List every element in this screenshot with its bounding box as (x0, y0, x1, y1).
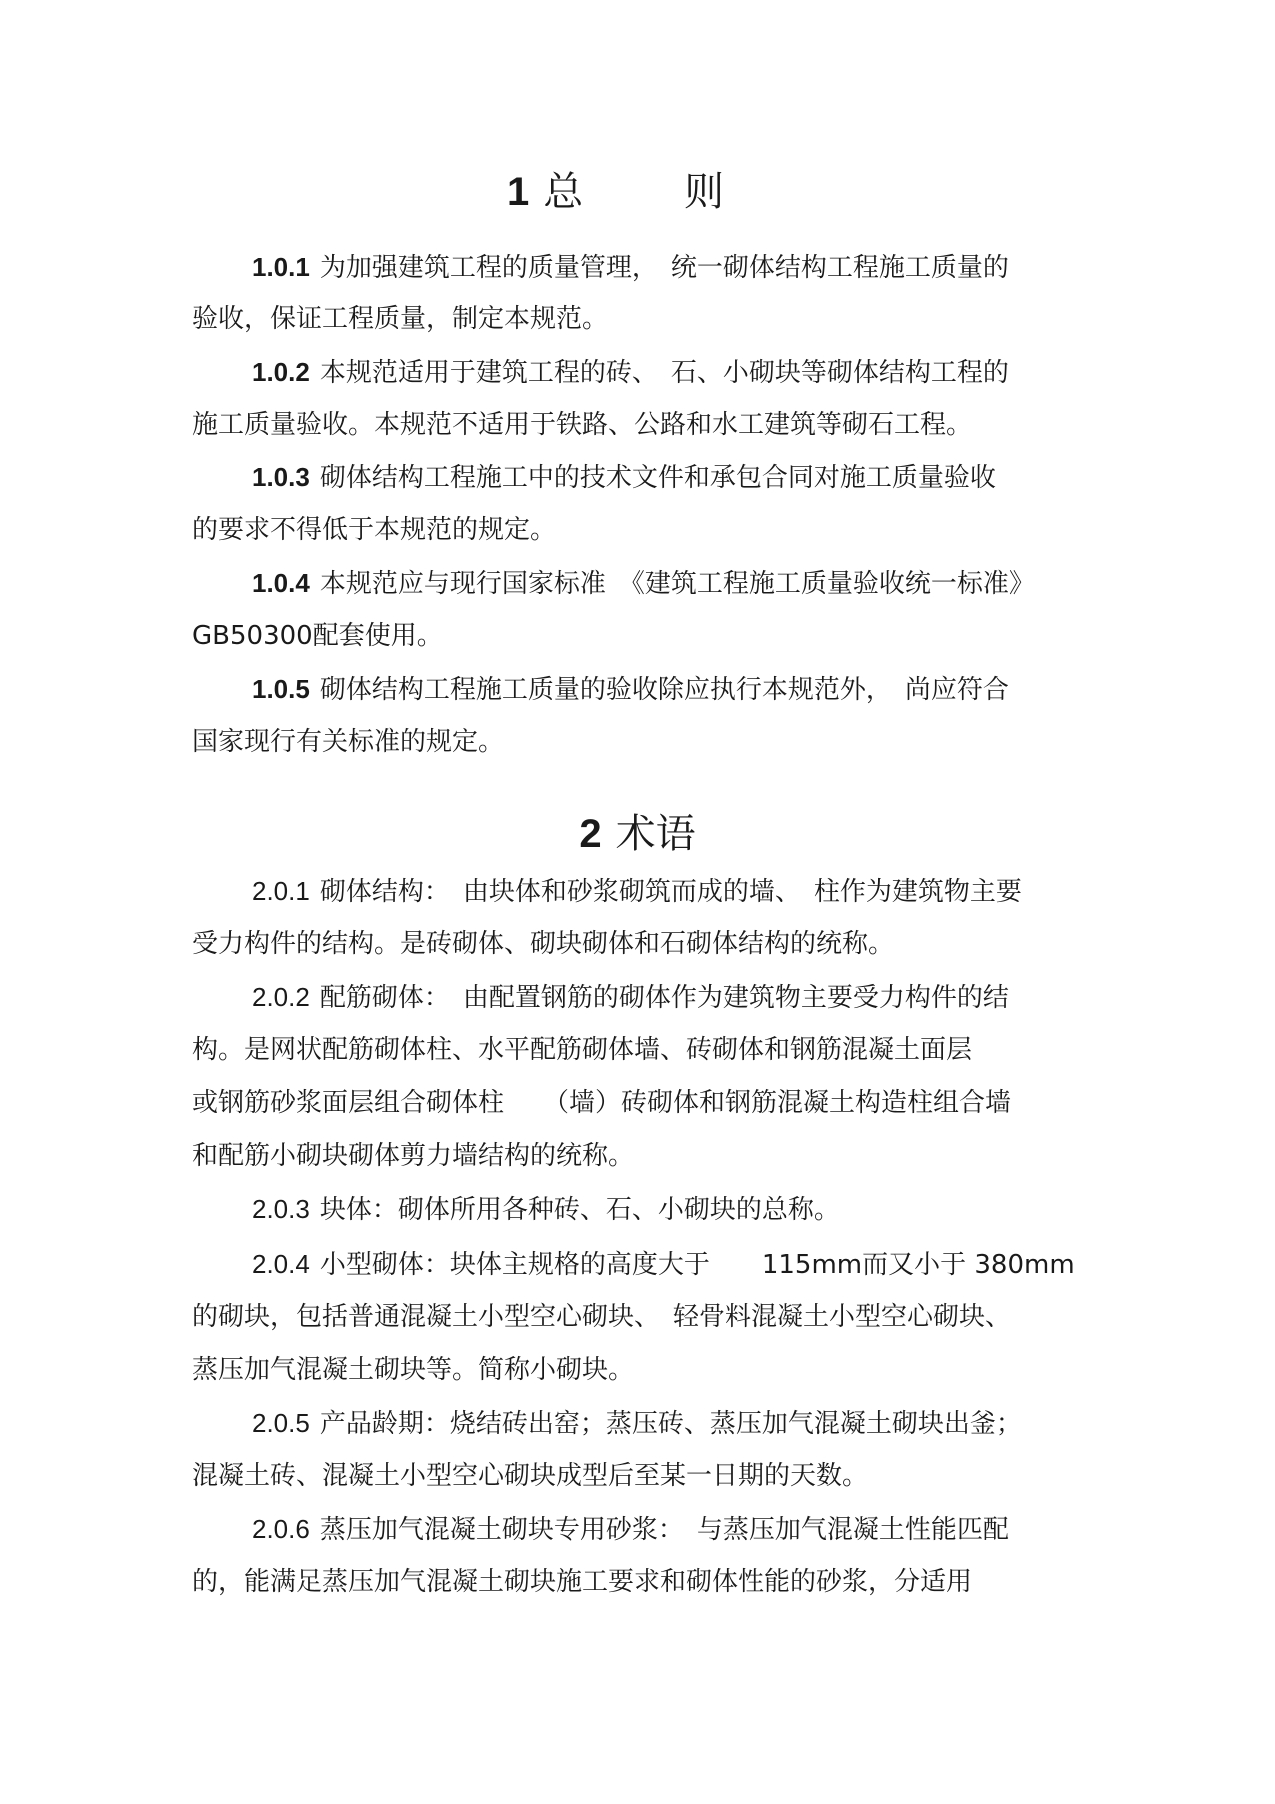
section-1-heading (0, 168, 1275, 216)
section-2-heading (0, 810, 1275, 858)
clause-text: 为加强建筑工程的质量管理， 统一砌体结构工程施工质量的 (319, 253, 1009, 283)
clause-2-0-6-cont (192, 1565, 1092, 1599)
clause-text: 受力构件的结构。是砖砌体、砌块砌体和石砌体结构的统称。 (192, 929, 895, 959)
clause-1-0-3 (252, 460, 1152, 495)
clause-text: 或钢筋砂浆面层组合砌体柱 （墙）砖砌体和钢筋混凝土构造柱组合墙 (192, 1088, 1012, 1118)
clause-text: 验收，保证工程质量，制定本规范。 (192, 304, 609, 334)
clause-2-0-4 (252, 1247, 1152, 1282)
section-1-number: 1 (507, 170, 530, 214)
clause-text: 蒸压加气混凝土砌块等。简称小砌块。 (192, 1355, 635, 1385)
clause-2-0-2-cont (192, 1086, 1092, 1120)
clause-2-0-5 (252, 1406, 1152, 1441)
section-2-number: 2 (579, 812, 602, 856)
clause-text: 配筋砌体： 由配置钢筋的砌体作为建筑物主要受力构件的结 (319, 983, 1009, 1013)
clause-text: 混凝土砖、混凝土小型空心砌块成型后至某一日期的天数。 (192, 1461, 869, 1491)
clause-number: 2.0.1 (252, 876, 310, 906)
clause-number: 1.0.1 (252, 252, 310, 282)
clause-text: 砌体结构： 由块体和砂浆砌筑而成的墙、 柱作为建筑物主要 (319, 877, 1022, 907)
clause-number: 1.0.2 (252, 357, 310, 387)
clause-text: 施工质量验收。本规范不适用于铁路、公路和水工建筑等砌石工程。 (192, 410, 973, 440)
clause-2-0-1 (252, 874, 1152, 909)
clause-text: 构。是网状配筋砌体柱、水平配筋砌体墙、砖砌体和钢筋混凝土面层 (192, 1035, 973, 1065)
clause-number: 2.0.5 (252, 1408, 310, 1438)
section-2-title: 术语 (615, 811, 696, 857)
clause-1-0-3-cont (192, 513, 1092, 547)
clause-text: 产品龄期：烧结砖出窑；蒸压砖、蒸压加气混凝土砌块出釜； (319, 1409, 1022, 1439)
clause-text: 本规范适用于建筑工程的砖、 石、小砌块等砌体结构工程的 (319, 358, 1009, 388)
clause-1-0-2 (252, 355, 1152, 390)
clause-1-0-1 (252, 250, 1152, 285)
clause-text: 和配筋小砌块砌体剪力墙结构的统称。 (192, 1141, 635, 1171)
clause-2-0-4-cont (192, 1300, 1092, 1334)
clause-number: 2.0.4 (252, 1249, 310, 1279)
clause-1-0-1-cont (192, 302, 1092, 336)
clause-text: GB50300配套使用。 (192, 621, 443, 651)
clause-2-0-2 (252, 980, 1152, 1015)
clause-2-0-2-cont (192, 1139, 1092, 1173)
clause-text: 块体：砌体所用各种砖、石、小砌块的总称。 (319, 1195, 840, 1225)
clause-number: 2.0.3 (252, 1194, 310, 1224)
clause-2-0-4-cont (192, 1353, 1092, 1387)
clause-text: 砌体结构工程施工中的技术文件和承包合同对施工质量验收 (319, 463, 996, 493)
clause-text: 小型砌体：块体主规格的高度大于 115mm而又小于 380mm (319, 1250, 1075, 1280)
clause-text: 国家现行有关标准的规定。 (192, 727, 505, 757)
clause-2-0-5-cont (192, 1459, 1092, 1493)
clause-2-0-1-cont (192, 927, 1092, 961)
clause-number: 1.0.3 (252, 462, 310, 492)
clause-2-0-3 (252, 1192, 1152, 1227)
clause-number: 2.0.6 (252, 1514, 310, 1544)
clause-number: 2.0.2 (252, 982, 310, 1012)
clause-number: 1.0.5 (252, 674, 310, 704)
clause-text: 的砌块，包括普通混凝土小型空心砌块、 轻骨料混凝土小型空心砌块、 (192, 1302, 1012, 1332)
clause-2-0-6 (252, 1512, 1152, 1547)
clause-2-0-2-cont (192, 1033, 1092, 1067)
clause-1-0-4-cont (192, 619, 1092, 653)
clause-text: 的要求不得低于本规范的规定。 (192, 515, 557, 545)
clause-text: 砌体结构工程施工质量的验收除应执行本规范外， 尚应符合 (319, 675, 1009, 705)
clause-text: 的，能满足蒸压加气混凝土砌块施工要求和砌体性能的砂浆，分适用 (192, 1567, 973, 1597)
clause-text: 本规范应与现行国家标准 《建筑工程施工质量验收统一标准》 (319, 569, 1035, 599)
clause-text: 蒸压加气混凝土砌块专用砂浆： 与蒸压加气混凝土性能匹配 (319, 1515, 1009, 1545)
clause-number: 1.0.4 (252, 568, 310, 598)
clause-1-0-5 (252, 672, 1152, 707)
clause-1-0-4 (252, 566, 1152, 601)
clause-1-0-5-cont (192, 725, 1092, 759)
section-1-title: 总 则 (543, 169, 768, 215)
clause-1-0-2-cont (192, 408, 1092, 442)
